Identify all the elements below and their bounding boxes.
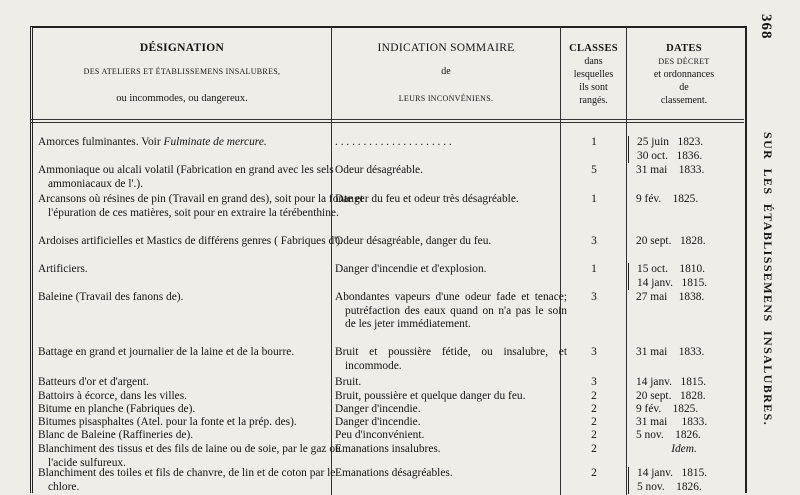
header-line: ils sont — [579, 82, 608, 93]
dates — [628, 263, 740, 290]
header-line: LEURS INCONVÉNIENS. — [398, 94, 494, 103]
dates — [628, 416, 740, 430]
date: 27 mai 1838. — [636, 291, 705, 303]
header-rule — [30, 122, 744, 123]
inconvenients: Danger d'incendie. — [335, 416, 421, 428]
classe: 3 — [591, 235, 597, 247]
inconvenients: Peu d'inconvénient. — [335, 429, 425, 441]
designation: Batteurs d'or et d'argent. — [38, 376, 149, 388]
header-line: de — [679, 82, 689, 93]
page-number: 368 — [758, 14, 774, 40]
date: 25 juin 1823. — [628, 136, 740, 150]
inconvenients: Odeur désagréable. — [335, 164, 423, 176]
classe: 3 — [591, 291, 597, 303]
dates — [628, 346, 740, 360]
date: 9 fév. 1825. — [636, 403, 699, 415]
header-classes — [561, 42, 626, 107]
inconvenients: Abondantes vapeurs d'une odeur fade et tenace; putréfaction des eaux quand on n'a pas le soin de les jeter immédiatement. — [335, 291, 567, 330]
date: 14 janv. 1815. — [636, 376, 707, 388]
classe: 2 — [591, 416, 597, 428]
header-inconvenients — [332, 42, 560, 105]
header-line: ou incommodes, ou dangereux. — [116, 93, 248, 104]
designation: Blanchiment des toiles et fils de chanvre, de lin et de coton par le chlore. — [38, 467, 336, 493]
inconvenients: Odeur désagréable, danger du feu. — [335, 235, 492, 247]
date: 31 mai 1833. — [636, 346, 705, 358]
inconvenients: Bruit et poussière fétide, ou insalubre, et incommode. — [335, 346, 567, 372]
dates — [628, 235, 740, 249]
classe: 1 — [591, 263, 597, 275]
header-line: classement. — [660, 95, 708, 106]
classe: 1 — [591, 193, 597, 205]
designation: Battage en grand et journalier de la laine et de la bourre. — [38, 346, 295, 358]
dates — [628, 403, 740, 417]
header-line: DATES — [666, 43, 702, 54]
designation — [38, 136, 364, 150]
dates — [628, 136, 740, 163]
designation: Baleine (Travail des fanons de). — [38, 291, 184, 303]
date: 20 sept. 1828. — [636, 390, 706, 402]
designation: Bitume en planche (Fabriques de). — [38, 403, 196, 415]
designation: Blanc de Baleine (Raffineries de). — [38, 429, 194, 441]
classe: 2 — [591, 390, 597, 402]
date: 20 sept. 1828. — [636, 235, 706, 247]
classe: 2 — [591, 429, 597, 441]
classe: 2 — [591, 403, 597, 415]
header-line: dans — [584, 56, 603, 67]
date: 14 janv. 1815. — [628, 467, 740, 481]
header-line: de — [441, 66, 451, 77]
classe: 5 — [591, 164, 597, 176]
inconvenients: Emanations désagréables. — [335, 467, 453, 479]
designation: Blanchiment des tissus et des fils de laine ou de soie, par le gaz ou l'acide sulfureux. — [38, 443, 341, 469]
date: 31 mai 1833. — [636, 416, 708, 428]
header-designation — [34, 42, 330, 105]
dates — [628, 291, 740, 305]
designation: Ammoniaque ou alcali volatil (Fabrication en grand avec les sels ammoniacaux de l'.). — [38, 164, 334, 190]
dates — [628, 443, 740, 457]
date: 5 nov. 1826. — [628, 481, 740, 495]
header-line: DES ATELIERS ET ÉTABLISSEMENS INSALUBRES, — [83, 67, 281, 76]
dates — [628, 164, 740, 178]
date: 30 oct. 1836. — [628, 150, 740, 164]
header-line: lesquelles — [573, 69, 614, 80]
inconvenients: . . . . . . . . . . . . . . . . . . . . . — [335, 136, 452, 148]
designation: Arcansons où résines de pin (Travail en grand des), soit pour la fonte et l'épuration de ces matières, soit pour en extraire la térébenthine. — [38, 193, 364, 219]
header-line: CLASSES — [569, 43, 618, 54]
inconvenients: Emanations insalubres. — [335, 443, 441, 455]
date: 9 fév. 1825. — [636, 193, 699, 205]
inconvenients: Danger d'incendie. — [335, 403, 421, 415]
designation-text: Amorces fulminantes. Voir — [38, 136, 164, 148]
inconvenients: Danger d'incendie et d'explosion. — [335, 263, 487, 275]
designation-reference: Fulminate de mercure. — [163, 136, 267, 148]
dates — [628, 429, 740, 443]
designation: Battoirs à écorce, dans les villes. — [38, 390, 187, 402]
dates — [628, 376, 740, 390]
dates — [628, 193, 740, 207]
header-line: et ordonnances — [653, 69, 715, 80]
inconvenients: Danger du feu et odeur très désagréable. — [335, 193, 519, 205]
classe: 2 — [591, 467, 597, 479]
date: 15 oct. 1810. — [628, 263, 740, 277]
date: 5 nov. 1826. — [636, 429, 701, 441]
classe: 3 — [591, 376, 597, 388]
dates — [628, 390, 740, 404]
designation: Artificiers. — [38, 263, 88, 275]
designation: Bitumes pisasphaltes (Atel. pour la fonte et la prép. des). — [38, 416, 297, 428]
designation: Ardoises artificielles et Mastics de différens genres ( Fabriques d'). — [38, 235, 343, 247]
header-rule — [30, 119, 744, 120]
date: 14 janv. 1815. — [628, 277, 740, 291]
dates — [628, 467, 740, 494]
running-head: SUR LES ÉTABLISSEMENS INSALUBRES. — [761, 132, 775, 427]
date-idem: Idem. — [671, 443, 697, 455]
header-line: DES DÉCRET — [658, 57, 710, 66]
inconvenients: Bruit, poussière et quelque danger du feu. — [335, 390, 526, 402]
header-line: INDICATION SOMMAIRE — [377, 42, 515, 54]
header-line: DÉSIGNATION — [139, 42, 225, 54]
classe: 3 — [591, 346, 597, 358]
date: 31 mai 1833. — [636, 164, 705, 176]
header-line: rangés. — [579, 95, 608, 106]
classe: 2 — [591, 443, 597, 455]
classe: 1 — [591, 136, 597, 148]
header-dates — [627, 42, 741, 107]
inconvenients: Bruit. — [335, 376, 362, 388]
